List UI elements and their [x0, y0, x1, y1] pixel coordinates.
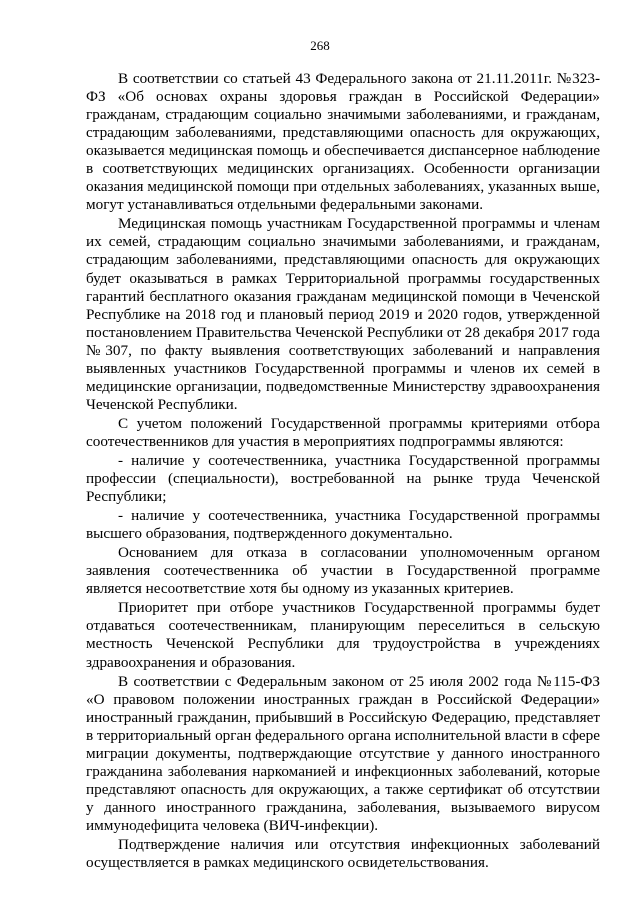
paragraph-medical-care: Медицинская помощь участникам Государственной программы и членам их семей, страдающим социально значимыми заболеваниями, и гражданам, страдающим заболеваниями, представляющими опасность для окружающих будет оказываться в рамках Территориальной программы государственных гарантий бесплатного оказания гражданам медицинской помощи в Чеченской Республике на 2018 год и плановый период 2019 и 2020 годов, утвержденной постановлением Правительства Чеченской Республики от 28 декабря 2017 года №307, по факту выявления соответствующих заболеваний и направления выявленных участников Государственной программы и членов их семей в медицинские организации, подведомственные Министерству здравоохранения Чеченской Республики.	[86, 215, 600, 413]
paragraph-priority: Приоритет при отборе участников Государственной программы будет отдаваться соотечественникам, планирующим переселиться в сельскую местность Чеченской Республики для трудоустройства в учреждениях здравоохранения и образования.	[86, 599, 600, 671]
paragraph-medical-examination: Подтверждение наличия или отсутствия инфекционных заболеваний осуществляется в рамках медицинского освидетельствования.	[86, 835, 600, 872]
document-body	[86, 70, 600, 872]
criterion-higher-education: - наличие у соотечественника, участника Государственной программы высшего образования, подтвержденного документально.	[86, 507, 600, 543]
criterion-profession: - наличие у соотечественника, участника Государственной программы профессии (специальности), востребованной на рынке труда Чеченской Республики;	[86, 451, 600, 506]
paragraph-selection-criteria: С учетом положений Государственной программы критериями отбора соотечественников для участия в мероприятиях подпрограммы являются:	[86, 414, 600, 450]
paragraph-law-115-fz: В соответствии с Федеральным законом от 25 июля 2002 года №115-ФЗ «О правовом положении иностранных граждан в Российской Федерации» иностранный гражданин, прибывший в Российскую Федерацию, представляет в территориальный орган федерального органа исполнительной власти в сфере миграции документы, подтверждающие отсутствие у данного иностранного гражданина заболевания наркоманией и инфекционных заболеваний, которые представляют опасность для окружающих, а также сертификат об отсутствии у данного иностранного гражданина, заболевания, вызываемого вирусом иммунодефицита человека (ВИЧ-инфекции).	[86, 672, 600, 834]
paragraph-law-323-fz: В соответствии со статьей 43 Федерального закона от 21.11.2011г. №323-ФЗ «Об основах охраны здоровья граждан в Российской Федерации» гражданам, страдающим социально значимыми заболеваниями, и гражданам, страдающим заболеваниями, представляющими опасность для окружающих, оказывается медицинская помощь и обеспечивается диспансерное наблюдение в соответствующих медицинских организациях. Особенности организации оказания медицинской помощи при отдельных заболеваниях, указанных выше, могут устанавливаться отдельными федеральными законами.	[86, 70, 600, 214]
page-number: 268	[310, 38, 330, 53]
paragraph-refusal-grounds: Основанием для отказа в согласовании уполномоченным органом заявления соотечественника об участии в Государственной программе является несоответствие хотя бы одному из указанных критериев.	[86, 544, 600, 598]
